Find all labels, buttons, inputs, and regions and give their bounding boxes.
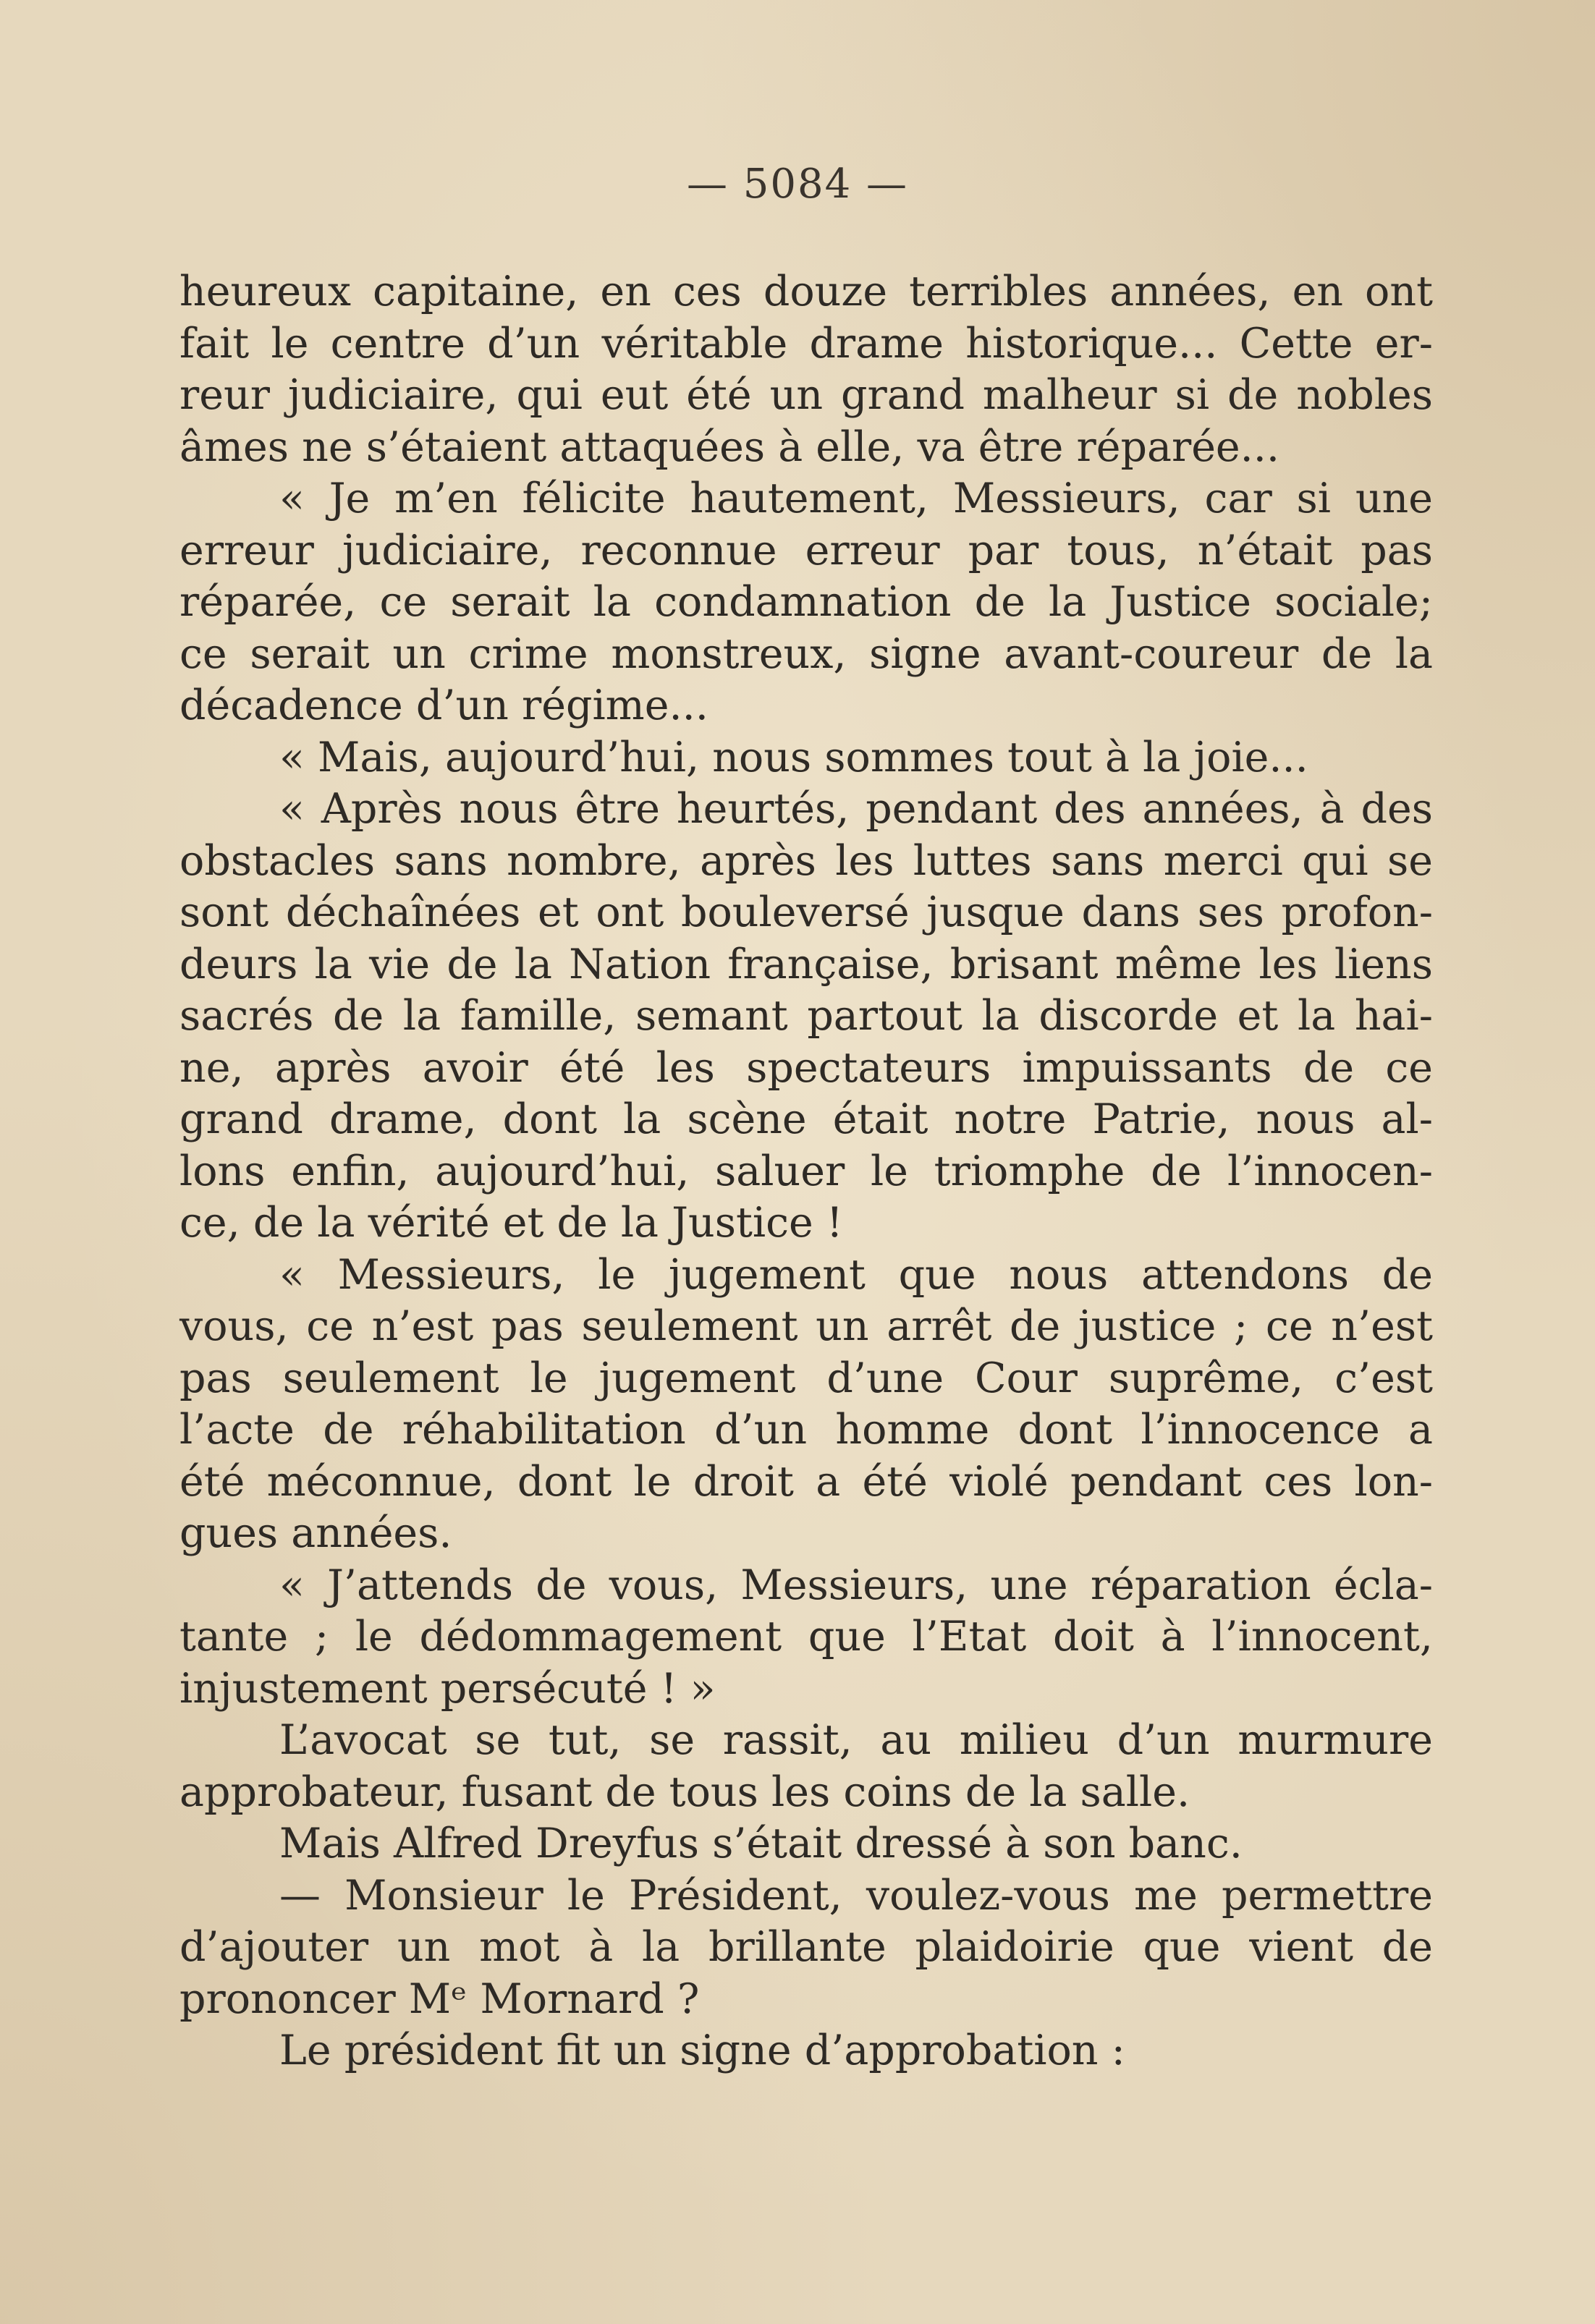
text-line: deurs la vie de la Nation française, brisant même les liens [179, 940, 1433, 988]
page-number: — 5084 — [686, 161, 909, 208]
text-line: fait le centre d’un véritable drame historique... Cette er- [179, 319, 1433, 368]
text-line: ne, après avoir été les spectateurs impuissants de ce [179, 1043, 1433, 1092]
text-line: âmes ne s’étaient attaquées à elle, va être réparée... [179, 423, 1280, 471]
text-line: injustement persécuté ! » [179, 1664, 716, 1713]
text-line: L’avocat se tut, se rassit, au milieu d’un murmure [279, 1716, 1433, 1764]
text-line: lons enfin, aujourd’hui, saluer le triomphe de l’innocen- [179, 1147, 1433, 1195]
text-line: grand drame, dont la scène était notre Patrie, nous al- [179, 1095, 1433, 1143]
text-line: « Messieurs, le jugement que nous attendons de [279, 1250, 1433, 1299]
text-line: vous, ce n’est pas seulement un arrêt de justice ; ce n’est [179, 1302, 1433, 1350]
text-line: reur judiciaire, qui eut été un grand malheur si de nobles [179, 371, 1433, 419]
text-line: pas seulement le jugement d’une Cour suprême, c’est [179, 1354, 1433, 1402]
text-line: prononcer Mᵉ Mornard ? [179, 1975, 700, 2023]
text-line: « J’attends de vous, Messieurs, une réparation écla- [279, 1561, 1433, 1609]
text-line: l’acte de réhabilitation d’un homme dont l’innocence a [179, 1406, 1433, 1454]
text-line: Mais Alfred Dreyfus s’était dressé à son banc. [279, 1820, 1243, 1867]
text-line: obstacles sans nombre, après les luttes sans merci qui se [179, 836, 1433, 885]
text-line: été méconnue, dont le droit a été violé pendant ces lon- [179, 1457, 1433, 1506]
text-line: décadence d’un régime... [179, 682, 708, 729]
text-line: réparée, ce serait la condamnation de la Justice sociale; [179, 578, 1433, 626]
text-line: gues années. [179, 1509, 452, 1557]
text-line: « Après nous être heurtés, pendant des années, à des [279, 785, 1433, 833]
text-line: ce, de la vérité et de la Justice ! [179, 1199, 843, 1247]
text-line: d’ajouter un mot à la brillante plaidoirie que vient de [179, 1923, 1433, 1971]
body-text [179, 266, 1433, 2077]
text-line: Le président fit un signe d’approbation : [279, 2027, 1125, 2074]
text-line: sont déchaînées et ont bouleversé jusque dans ses profon- [179, 889, 1433, 936]
text-line: « Mais, aujourd’hui, nous sommes tout à la joie... [279, 733, 1308, 781]
text-line: heureux capitaine, en ces douze terribles années, en ont [179, 268, 1433, 315]
text-line: — Monsieur le Président, voulez-vous me permettre [279, 1871, 1433, 1920]
text-line: ce serait un crime monstreux, signe avant-coureur de la [179, 629, 1433, 678]
text-line: approbateur, fusant de tous les coins de la salle. [179, 1768, 1190, 1816]
text-line: erreur judiciaire, reconnue erreur par tous, n’était pas [179, 526, 1433, 574]
text-line: « Je m’en félicite hautement, Messieurs, car si une [279, 475, 1433, 522]
text-line: tante ; le dédommagement que l’Etat doit à l’innocent, [179, 1613, 1433, 1661]
text-line: sacrés de la famille, semant partout la discorde et la hai- [179, 992, 1433, 1040]
